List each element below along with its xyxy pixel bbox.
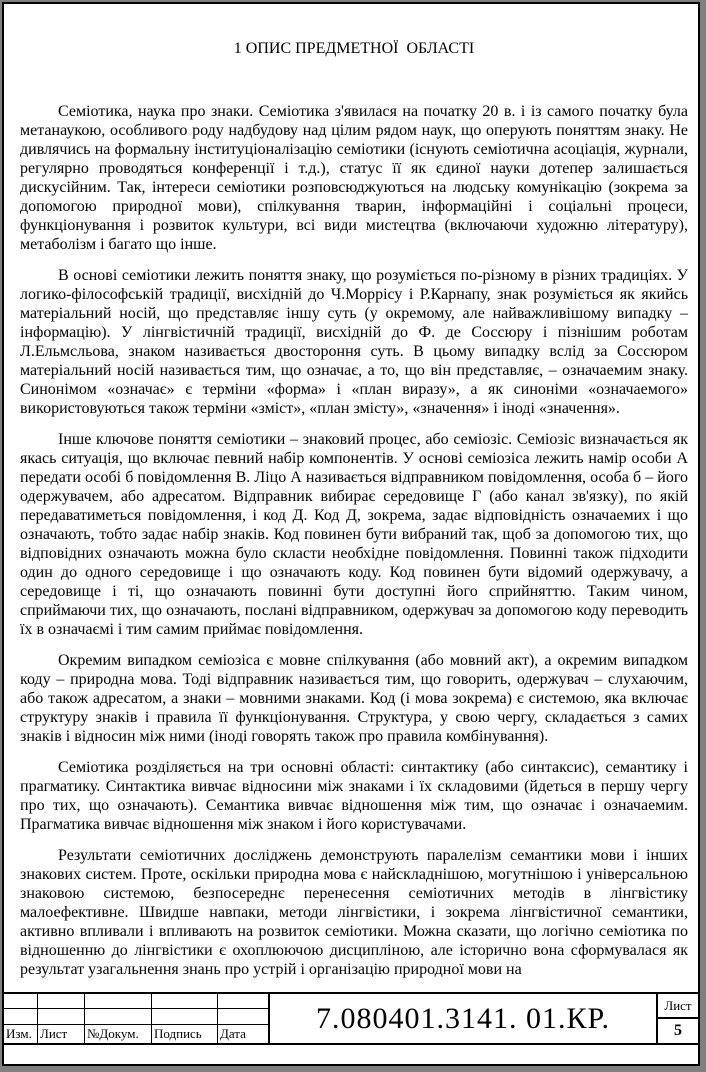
revision-column-label: №Докум.: [85, 1025, 152, 1043]
sheet-cell: [658, 994, 698, 1043]
revision-table-cell: [218, 1009, 268, 1025]
revision-table-cell: [85, 994, 152, 1009]
paragraph-3: Інше ключове поняття семіотики – знаковий процес, або семіозіс. Семіозіс визначається як якась ситуація, що включає певний набір компонентів. У основі семіозіса лежить намір особи А передати особі б повідомлення В. Ліцо А називається відправником повідомлення, особа б – його одержувачем, або адресатом. Відправник вибирає середовище Г (або канал зв'язку), по якій передаватиметься повідомлення, і код Д. Код Д, зокрема, задає відповідність означаемих і що означають, тобто задає набір знаків. Код повинен бути вибраний так, щоб за допомогою тих, що відповідних означають можна було скласти необхідне повідомлення. Повинні також підходити один до одного середовище і що означають коду. Код повинен бути відомий одержувачу, а середовище і ті, що означають повинні бути доступні його сприйняттю. Таким чином, сприймаючи тих, що означають, послані відправником, одержувач за допомогою коду переводить їх в означаємі і тим самим приймає повідомлення.: [20, 431, 688, 638]
sheet-label: Лист: [658, 994, 698, 1019]
document-code: 7.080401.3141. 01.КР.: [316, 1001, 610, 1035]
paragraph-6: Результати семіотичних досліджень демонструють паралелізм семантики мови і інших знакових систем. Проте, оскільки природна мова є найскладнішою, могутнішою і універсальною знаковою системою, безпосереднє перенесення семіотичних методів в лінгвістику малоефективне. Швидше навпаки, методи лінгвістики, і зокрема лінгвістичної семантики, активно впливали і впливають на розвиток семіотики. Можна сказати, що логічно семіотика по відношенню до лінгвістики є охоплюючою дисципліною, але історично вона сформувалася як результат узагальнення знань про устрій і організацію природної мови на: [20, 847, 688, 978]
revision-table-cell: [38, 1009, 85, 1025]
title-block: [4, 992, 698, 1064]
document-code-cell: [270, 994, 658, 1043]
document-content: [20, 4, 688, 991]
revision-table-cell: [38, 994, 85, 1009]
revision-column-label: Изм.: [4, 1025, 38, 1043]
revision-column-label: Дата: [220, 1026, 246, 1041]
revision-column-label: Подпись: [152, 1025, 218, 1043]
revision-column-label: Лист: [38, 1025, 85, 1043]
revision-table: [4, 994, 270, 1043]
document-page: [2, 2, 700, 1066]
revision-table-cell: [218, 994, 268, 1009]
revision-table-cell: [152, 994, 218, 1009]
paragraph-2: В основі семіотики лежить поняття знаку, що розуміється по-різному в різних традиціях. У логико-філософській традиції, висхідній до Ч.Моррісу і Р.Карнапу, знак розуміється як якийсь матеріальний носій, що представляє іншу суть (у окремому, але найважливішому випадку – інформацію). У лінгвістичній традиції, висхідній до Ф. де Соссюру і пізнішим роботам Л.Ельмсльова, знаком називається двостороння суть. В цьому випадку вслід за Соссюром матеріальний носій називається тим, що означає, а то, що він представляє, – означаемим знаку. Синонімом «означає» є терміни «форма» і «план виразу», а як синоніми «означаемого» використовуються також терміни «зміст», «план змісту», «значення» і іноді «значення».: [20, 267, 688, 417]
sheet-number: 5: [674, 1022, 682, 1039]
section-heading: 1 ОПИС ПРЕДМЕТНОЇ ОБЛАСТІ: [233, 40, 475, 57]
paragraph-1: Семіотика, наука про знаки. Семіотика з'явилася на початку 20 в. і із самого початку була метанаукою, особливого роду надбудову над цілим рядом наук, що оперують поняттям знаку. Не дивлячись на формальну інституціоналізацію семіотики (існують семіотична асоціація, журнали, регулярно проводяться конференції і т.д.), статус її як єдиної науки дотепер залишається дискусійним. Так, інтереси семіотики розповсюджуються на людську комунікацію (зокрема за допомогою природної мови), спілкування тварин, інформаційні і соціальні процеси, функціонування і розвиток культури, всі види мистецтва (включаючи художню літературу), метаболізм і багато що інше.: [20, 103, 688, 253]
paragraph-4: Окремим випадком семіозіса є мовне спілкування (або мовний акт), а окремим випадком коду – природна мова. Тоді відправник називається тим, що говорить, одержувач – слухаючим, або також адресатом, а знаки – мовними знаками. Код (і мова зокрема) є системою, яка включає структуру знаків і правила її функціонування. Структура, у свою чергу, складається з самих знаків і відносин між ними (іноді говорять також про правила комбінування).: [20, 652, 688, 745]
paragraph-5: Семіотика розділяється на три основні області: синтактику (або синтаксис), семантику і прагматику. Синтактика вивчає відносини між знаками і їх складовими (йдеться в першу чергу про тих, що означають). Семантика вивчає відношення між тим, що означає і означаемим. Прагматика вивчає відношення між знаком і його користувачами.: [20, 759, 688, 833]
footer-strip: [4, 1043, 698, 1064]
revision-table-cell: [4, 994, 38, 1009]
revision-table-cell: [152, 1009, 218, 1025]
revision-table-cell: [4, 1009, 38, 1025]
revision-table-cell: [85, 1009, 152, 1025]
